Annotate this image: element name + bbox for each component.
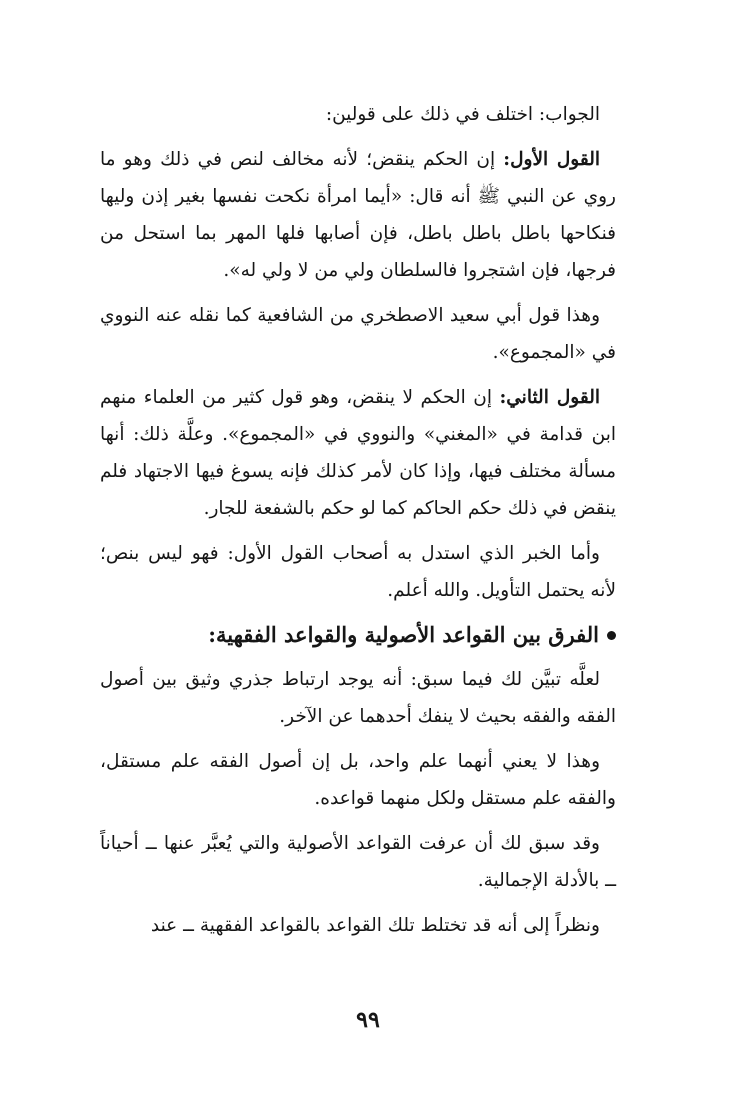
reply-to-first-opinion: وأما الخبر الذي استدل به أصحاب القول الأول: فهو ليس بنص؛ لأنه يحتمل التأويل. والله أعلم.	[100, 543, 616, 601]
section-paragraph: ونظراً إلى أنه قد تختلط تلك القواعد بالقواعد الفقهية ــ عند	[150, 915, 600, 936]
section-paragraph: وهذا لا يعني أنهما علم واحد، بل إن أصول الفقه علم مستقل، والفقه علم مستقل ولكل منهما قواعده.	[100, 751, 616, 809]
first-opinion-source: وهذا قول أبي سعيد الاصطخري من الشافعية كما نقله عنه النووي في «المجموع».	[100, 305, 616, 363]
section-heading-text: الفرق بين القواعد الأصولية والقواعد الفقهية:	[208, 622, 599, 647]
section-paragraph: لعلَّه تبيَّن لك فيما سبق: أنه يوجد ارتباط جذري وثيق بين أصول الفقه والفقه بحيث لا ينفك أحدهما عن الآخر.	[100, 669, 616, 727]
first-opinion-paragraph	[100, 141, 616, 289]
second-opinion-paragraph	[100, 379, 616, 527]
first-opinion-lead: القول الأول:	[503, 149, 600, 170]
bullet-icon	[607, 631, 616, 640]
section-paragraph: وقد سبق لك أن عرفت القواعد الأصولية والتي يُعبَّر عنها ــ أحياناً ــ بالأدلة الإجمالية.	[100, 833, 616, 891]
second-opinion-lead: القول الثاني:	[499, 387, 600, 408]
second-opinion-text: إن الحكم لا ينقض، وهو قول كثير من العلماء منهم ابن قدامة في «المغني» والنووي في «المجموع». وعلَّة ذلك: أنها مسألة مختلف فيها، وإذا كان لأمر كذلك فإنه يسوغ فيها الاجتهاد فلم ينقض في ذلك حكم الحاكم كما لو حكم بالشفعة للجار.	[100, 387, 616, 519]
section-heading	[100, 617, 616, 653]
answer-intro: الجواب: اختلف في ذلك على قولين:	[325, 104, 600, 125]
first-opinion-text: إن الحكم ينقض؛ لأنه مخالف لنص في ذلك وهو ما روي عن النبي ﷺ أنه قال: «أيما امرأة نكحت نفسها بغير إذن وليها فنكاحها باطل باطل باطل، فإن أصابها فلها المهر بما استحل من فرجها، فإن اشتجروا فالسلطان ولي من لا ولي له».	[100, 149, 616, 281]
page-number: ٩٩	[356, 1007, 380, 1033]
page-body	[100, 96, 616, 952]
